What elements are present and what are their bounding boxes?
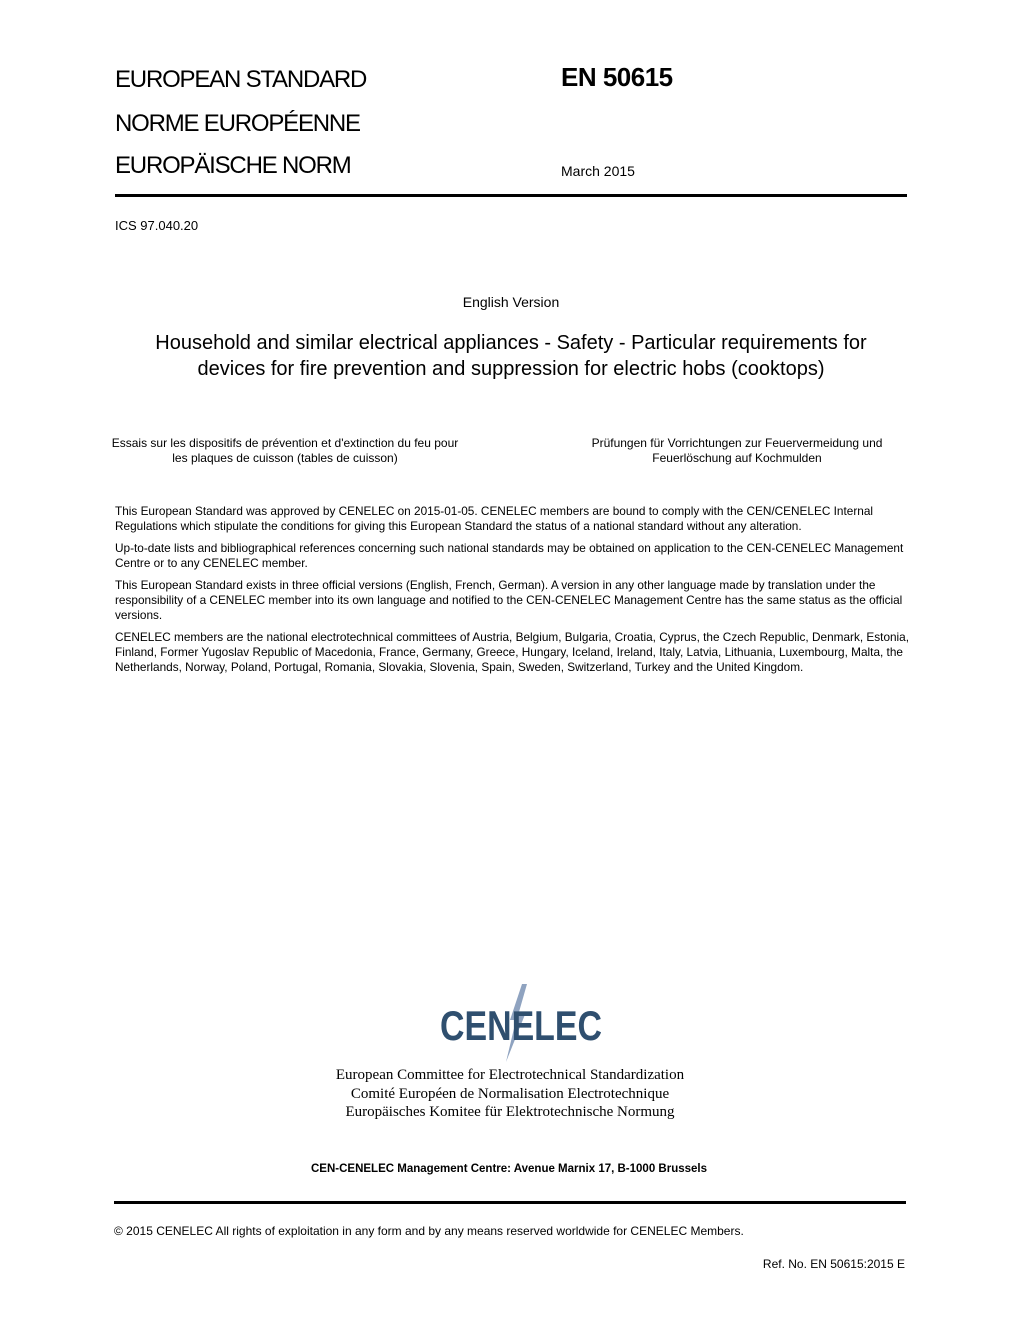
- publication-date: March 2015: [561, 163, 635, 179]
- standard-title-english: EUROPEAN STANDARD: [115, 66, 367, 93]
- committee-names: [250, 1066, 770, 1122]
- reference-number: Ref. No. EN 50615:2015 E: [762, 1257, 905, 1271]
- approval-text: [115, 504, 915, 682]
- references-paragraph: Up-to-date lists and bibliographical references concerning such national standards may be obtained on application to the CEN-CENELEC Management Centre or to any CENELEC member.: [115, 541, 904, 570]
- document-title-german: Prüfungen für Vorrichtungen zur Feuervermeidung und Feuerlöschung auf Kochmulden: [591, 436, 883, 465]
- footer-divider: [114, 1201, 906, 1204]
- cenelec-logo-graphic: [436, 982, 606, 1062]
- copyright-notice: © 2015 CENELEC All rights of exploitation in any form and by any means reserved worldwide for CENELEC Members.: [114, 1224, 744, 1238]
- logo-wordmark: CENELEC: [440, 1002, 602, 1049]
- standard-title-french: NORME EUROPÉENNE: [115, 110, 360, 137]
- document-title-french: Essais sur les dispositifs de prévention et d'extinction du feu pour les plaques de cuisson (tables de cuisson): [111, 436, 459, 465]
- approval-paragraph: This European Standard was approved by CENELEC on 2015-01-05. CENELEC members are bound to comply with the CEN/CENELEC Internal Regulations which stipulate the conditions for giving this European Standard the status of a national standard without any alteration.: [115, 504, 874, 533]
- committee-name-french: Comité Européen de Normalisation Electrotechnique: [350, 1085, 670, 1102]
- standard-title-german: EUROPÄISCHE NORM: [115, 152, 351, 179]
- committee-name-english: European Committee for Electrotechnical Standardization: [335, 1067, 685, 1083]
- standard-number: EN 50615: [561, 62, 673, 92]
- committee-name-german: Europäisches Komitee für Elektrotechnische Normung: [345, 1104, 675, 1120]
- document-title: Household and similar electrical appliances - Safety - Particular requirements for devices for fire prevention and suppression for electric hobs (cooktops): [155, 332, 867, 380]
- ics-code: ICS 97.040.20: [115, 218, 199, 233]
- management-centre-address: CEN-CENELEC Management Centre: Avenue Marnix 17, B-1000 Brussels: [310, 1163, 707, 1175]
- members-paragraph: CENELEC members are the national electrotechnical committees of Austria, Belgium, Bulgaria, Croatia, Cyprus, the Czech Republic, Denmark, Estonia, Finland, Former Yugoslav Republic of Macedonia, France, Germany, Greece, Hungary, Iceland, Ireland, Italy, Latvia, Lithuania, Luxembourg, Malta, the Netherlands, Norway, Poland, Portugal, Romania, Slovakia, Slovenia, Spain, Sweden, Switzerland, Turkey and the United Kingdom.: [115, 630, 910, 674]
- language-version: English Version: [462, 294, 560, 310]
- cenelec-logo: [436, 982, 606, 1062]
- versions-paragraph: This European Standard exists in three official versions (English, French, German). A version in any other language made by translation under the responsibility of a CENELEC member into its own language and notified to the CEN-CENELEC Management Centre has the same status as the official versions.: [115, 578, 903, 622]
- header-divider: [115, 194, 907, 197]
